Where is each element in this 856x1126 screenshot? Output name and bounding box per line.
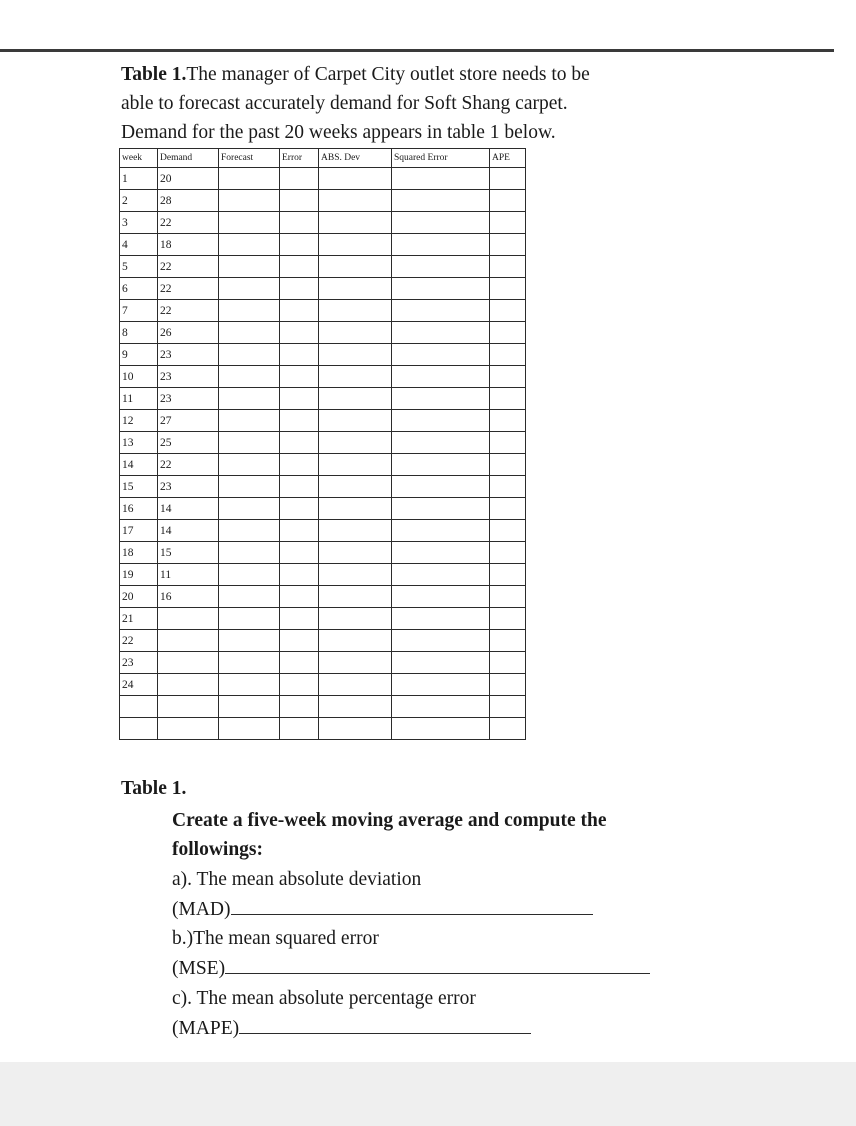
empty-cell[interactable] bbox=[319, 410, 392, 432]
demand-cell: 16 bbox=[158, 586, 219, 608]
empty-cell[interactable] bbox=[392, 256, 490, 278]
empty-cell[interactable] bbox=[392, 520, 490, 542]
empty-cell[interactable] bbox=[280, 696, 319, 718]
empty-cell[interactable] bbox=[490, 586, 526, 608]
empty-cell[interactable] bbox=[219, 190, 280, 212]
table-row bbox=[120, 454, 526, 476]
week-cell: 15 bbox=[120, 476, 158, 498]
demand-cell: 23 bbox=[158, 366, 219, 388]
empty-cell[interactable] bbox=[219, 322, 280, 344]
table-row bbox=[120, 542, 526, 564]
empty-cell[interactable] bbox=[392, 300, 490, 322]
empty-cell[interactable] bbox=[490, 674, 526, 696]
empty-cell[interactable] bbox=[319, 520, 392, 542]
demand-cell: 23 bbox=[158, 344, 219, 366]
demand-table bbox=[119, 148, 526, 740]
empty-cell[interactable] bbox=[490, 168, 526, 190]
demand-cell: 22 bbox=[158, 300, 219, 322]
demand-cell: 26 bbox=[158, 322, 219, 344]
table-row bbox=[120, 322, 526, 344]
demand-cell: 11 bbox=[158, 564, 219, 586]
table-row bbox=[120, 256, 526, 278]
empty-cell[interactable] bbox=[392, 652, 490, 674]
week-cell: 24 bbox=[120, 674, 158, 696]
empty-cell[interactable] bbox=[219, 432, 280, 454]
empty-cell[interactable] bbox=[219, 652, 280, 674]
empty-cell[interactable] bbox=[392, 190, 490, 212]
empty-cell[interactable] bbox=[280, 674, 319, 696]
answer-line-b bbox=[172, 953, 772, 983]
empty-cell[interactable] bbox=[392, 476, 490, 498]
empty-cell[interactable] bbox=[280, 212, 319, 234]
table-row bbox=[120, 388, 526, 410]
empty-cell[interactable] bbox=[392, 498, 490, 520]
table-row bbox=[120, 476, 526, 498]
week-cell: 10 bbox=[120, 366, 158, 388]
empty-cell[interactable] bbox=[319, 498, 392, 520]
empty-cell[interactable] bbox=[490, 696, 526, 718]
empty-cell[interactable] bbox=[280, 256, 319, 278]
empty-cell[interactable] bbox=[219, 410, 280, 432]
empty-cell[interactable] bbox=[490, 608, 526, 630]
empty-cell[interactable] bbox=[490, 454, 526, 476]
week-cell bbox=[120, 696, 158, 718]
empty-cell[interactable] bbox=[319, 542, 392, 564]
empty-cell[interactable] bbox=[280, 322, 319, 344]
question-a-abbr: (MAD) bbox=[172, 898, 231, 920]
demand-cell bbox=[158, 608, 219, 630]
week-cell: 12 bbox=[120, 410, 158, 432]
demand-cell bbox=[158, 630, 219, 652]
week-cell: 4 bbox=[120, 234, 158, 256]
empty-cell[interactable] bbox=[392, 674, 490, 696]
empty-cell[interactable] bbox=[219, 696, 280, 718]
demand-cell: 20 bbox=[158, 168, 219, 190]
col-header-forecast: Forecast bbox=[219, 149, 280, 168]
empty-cell[interactable] bbox=[319, 476, 392, 498]
empty-cell[interactable] bbox=[319, 718, 392, 740]
empty-cell[interactable] bbox=[319, 168, 392, 190]
questions-block bbox=[172, 806, 772, 1043]
empty-cell[interactable] bbox=[280, 520, 319, 542]
empty-cell[interactable] bbox=[392, 630, 490, 652]
week-cell: 11 bbox=[120, 388, 158, 410]
empty-cell[interactable] bbox=[319, 608, 392, 630]
demand-cell bbox=[158, 718, 219, 740]
answer-blank-mad[interactable] bbox=[231, 894, 593, 915]
empty-cell[interactable] bbox=[219, 234, 280, 256]
intro-line-1 bbox=[121, 60, 761, 89]
week-cell bbox=[120, 718, 158, 740]
table-row bbox=[120, 498, 526, 520]
empty-cell[interactable] bbox=[392, 410, 490, 432]
empty-cell[interactable] bbox=[490, 432, 526, 454]
instruction-line-1: Create a five-week moving average and compute the bbox=[172, 810, 607, 831]
empty-cell[interactable] bbox=[319, 630, 392, 652]
empty-cell[interactable] bbox=[392, 168, 490, 190]
table-row bbox=[120, 432, 526, 454]
col-header-demand: Demand bbox=[158, 149, 219, 168]
empty-cell[interactable] bbox=[392, 696, 490, 718]
empty-cell[interactable] bbox=[392, 322, 490, 344]
intro-line-2: able to forecast accurately demand for Soft Shang carpet. bbox=[121, 93, 568, 114]
week-cell: 18 bbox=[120, 542, 158, 564]
table-header-row bbox=[120, 149, 526, 168]
empty-cell[interactable] bbox=[319, 212, 392, 234]
table-row bbox=[120, 366, 526, 388]
week-cell: 6 bbox=[120, 278, 158, 300]
empty-cell[interactable] bbox=[219, 344, 280, 366]
answer-blank-mse[interactable] bbox=[225, 953, 650, 974]
empty-cell[interactable] bbox=[490, 278, 526, 300]
empty-cell[interactable] bbox=[319, 432, 392, 454]
empty-cell[interactable] bbox=[392, 366, 490, 388]
empty-cell[interactable] bbox=[319, 300, 392, 322]
week-cell: 7 bbox=[120, 300, 158, 322]
table-row bbox=[120, 520, 526, 542]
empty-cell[interactable] bbox=[490, 718, 526, 740]
empty-cell[interactable] bbox=[392, 542, 490, 564]
empty-cell[interactable] bbox=[219, 212, 280, 234]
question-b-abbr: (MSE) bbox=[172, 958, 226, 980]
question-c: c). The mean absolute percentage error bbox=[172, 987, 476, 1009]
week-cell: 22 bbox=[120, 630, 158, 652]
empty-cell[interactable] bbox=[219, 388, 280, 410]
empty-cell[interactable] bbox=[490, 256, 526, 278]
empty-cell[interactable] bbox=[280, 190, 319, 212]
empty-cell[interactable] bbox=[319, 674, 392, 696]
empty-cell[interactable] bbox=[490, 564, 526, 586]
table-row bbox=[120, 674, 526, 696]
empty-cell[interactable] bbox=[219, 278, 280, 300]
empty-cell[interactable] bbox=[280, 586, 319, 608]
empty-cell[interactable] bbox=[280, 410, 319, 432]
week-cell: 21 bbox=[120, 608, 158, 630]
empty-cell[interactable] bbox=[392, 608, 490, 630]
table-row bbox=[120, 696, 526, 718]
empty-cell[interactable] bbox=[280, 564, 319, 586]
week-cell: 9 bbox=[120, 344, 158, 366]
question-c-abbr: (MAPE) bbox=[172, 1018, 240, 1040]
empty-cell[interactable] bbox=[490, 366, 526, 388]
empty-cell[interactable] bbox=[280, 476, 319, 498]
empty-cell[interactable] bbox=[219, 718, 280, 740]
empty-cell[interactable] bbox=[392, 718, 490, 740]
table-row bbox=[120, 344, 526, 366]
week-cell: 1 bbox=[120, 168, 158, 190]
empty-cell[interactable] bbox=[219, 586, 280, 608]
demand-cell bbox=[158, 652, 219, 674]
week-cell: 17 bbox=[120, 520, 158, 542]
empty-cell[interactable] bbox=[280, 344, 319, 366]
intro-text-1: The manager of Carpet City outlet store needs to be bbox=[186, 64, 590, 85]
col-header-error: Error bbox=[280, 149, 319, 168]
table-row bbox=[120, 630, 526, 652]
demand-cell: 22 bbox=[158, 278, 219, 300]
empty-cell[interactable] bbox=[219, 608, 280, 630]
empty-cell[interactable] bbox=[219, 564, 280, 586]
empty-cell[interactable] bbox=[219, 520, 280, 542]
empty-cell[interactable] bbox=[280, 300, 319, 322]
empty-cell[interactable] bbox=[490, 498, 526, 520]
table-body bbox=[120, 168, 526, 740]
empty-cell[interactable] bbox=[392, 212, 490, 234]
empty-cell[interactable] bbox=[280, 454, 319, 476]
empty-cell[interactable] bbox=[319, 586, 392, 608]
empty-cell[interactable] bbox=[490, 212, 526, 234]
table-row bbox=[120, 586, 526, 608]
week-cell: 20 bbox=[120, 586, 158, 608]
empty-cell[interactable] bbox=[490, 542, 526, 564]
empty-cell[interactable] bbox=[280, 278, 319, 300]
week-cell: 16 bbox=[120, 498, 158, 520]
demand-cell: 23 bbox=[158, 388, 219, 410]
empty-cell[interactable] bbox=[490, 520, 526, 542]
empty-cell[interactable] bbox=[319, 652, 392, 674]
empty-cell[interactable] bbox=[392, 234, 490, 256]
empty-cell[interactable] bbox=[490, 410, 526, 432]
demand-cell: 15 bbox=[158, 542, 219, 564]
empty-cell[interactable] bbox=[319, 278, 392, 300]
table-row bbox=[120, 410, 526, 432]
empty-cell[interactable] bbox=[280, 498, 319, 520]
week-cell: 2 bbox=[120, 190, 158, 212]
empty-cell[interactable] bbox=[219, 256, 280, 278]
week-cell: 13 bbox=[120, 432, 158, 454]
empty-cell[interactable] bbox=[392, 344, 490, 366]
week-cell: 8 bbox=[120, 322, 158, 344]
week-cell: 3 bbox=[120, 212, 158, 234]
empty-cell[interactable] bbox=[490, 652, 526, 674]
table-row bbox=[120, 564, 526, 586]
table-row bbox=[120, 234, 526, 256]
table-row bbox=[120, 300, 526, 322]
answer-line-c bbox=[172, 1013, 772, 1043]
empty-cell[interactable] bbox=[490, 388, 526, 410]
empty-cell[interactable] bbox=[280, 432, 319, 454]
empty-cell[interactable] bbox=[219, 168, 280, 190]
col-header-ape: APE bbox=[490, 149, 526, 168]
empty-cell[interactable] bbox=[319, 322, 392, 344]
empty-cell[interactable] bbox=[319, 344, 392, 366]
empty-cell[interactable] bbox=[219, 454, 280, 476]
table-row bbox=[120, 168, 526, 190]
empty-cell[interactable] bbox=[219, 300, 280, 322]
intro-table-label: Table 1. bbox=[121, 64, 187, 85]
col-header-squared-error: Squared Error bbox=[392, 149, 490, 168]
empty-cell[interactable] bbox=[392, 278, 490, 300]
demand-cell: 28 bbox=[158, 190, 219, 212]
empty-cell[interactable] bbox=[219, 674, 280, 696]
empty-cell[interactable] bbox=[280, 652, 319, 674]
empty-cell[interactable] bbox=[490, 344, 526, 366]
demand-cell: 27 bbox=[158, 410, 219, 432]
empty-cell[interactable] bbox=[219, 476, 280, 498]
table-row bbox=[120, 608, 526, 630]
col-header-abs-dev: ABS. Dev bbox=[319, 149, 392, 168]
empty-cell[interactable] bbox=[319, 388, 392, 410]
empty-cell[interactable] bbox=[319, 564, 392, 586]
empty-cell[interactable] bbox=[392, 454, 490, 476]
empty-cell[interactable] bbox=[319, 234, 392, 256]
demand-cell: 18 bbox=[158, 234, 219, 256]
empty-cell[interactable] bbox=[219, 366, 280, 388]
demand-cell: 22 bbox=[158, 212, 219, 234]
week-cell: 5 bbox=[120, 256, 158, 278]
empty-cell[interactable] bbox=[490, 190, 526, 212]
intro-paragraph bbox=[121, 60, 761, 147]
demand-cell bbox=[158, 674, 219, 696]
empty-cell[interactable] bbox=[490, 300, 526, 322]
empty-cell[interactable] bbox=[490, 322, 526, 344]
empty-cell[interactable] bbox=[392, 388, 490, 410]
bottom-band bbox=[0, 1062, 856, 1126]
demand-cell: 14 bbox=[158, 498, 219, 520]
empty-cell[interactable] bbox=[392, 564, 490, 586]
table-row bbox=[120, 718, 526, 740]
empty-cell[interactable] bbox=[280, 718, 319, 740]
empty-cell[interactable] bbox=[490, 234, 526, 256]
instruction-line-2: followings: bbox=[172, 839, 264, 861]
empty-cell[interactable] bbox=[280, 542, 319, 564]
empty-cell[interactable] bbox=[319, 190, 392, 212]
empty-cell[interactable] bbox=[280, 168, 319, 190]
empty-cell[interactable] bbox=[219, 630, 280, 652]
empty-cell[interactable] bbox=[392, 432, 490, 454]
empty-cell[interactable] bbox=[219, 498, 280, 520]
empty-cell[interactable] bbox=[490, 630, 526, 652]
empty-cell[interactable] bbox=[280, 388, 319, 410]
intro-line-3: Demand for the past 20 weeks appears in table 1 below. bbox=[121, 122, 556, 143]
empty-cell[interactable] bbox=[280, 608, 319, 630]
demand-cell: 25 bbox=[158, 432, 219, 454]
empty-cell[interactable] bbox=[219, 542, 280, 564]
empty-cell[interactable] bbox=[490, 476, 526, 498]
demand-cell: 22 bbox=[158, 256, 219, 278]
col-header-week: week bbox=[120, 149, 158, 168]
empty-cell[interactable] bbox=[280, 234, 319, 256]
week-cell: 23 bbox=[120, 652, 158, 674]
empty-cell[interactable] bbox=[319, 696, 392, 718]
question-a: a). The mean absolute deviation bbox=[172, 868, 422, 890]
empty-cell[interactable] bbox=[319, 256, 392, 278]
empty-cell[interactable] bbox=[280, 630, 319, 652]
week-cell: 19 bbox=[120, 564, 158, 586]
demand-cell: 14 bbox=[158, 520, 219, 542]
empty-cell[interactable] bbox=[280, 366, 319, 388]
table-row bbox=[120, 190, 526, 212]
answer-line-a bbox=[172, 894, 772, 924]
empty-cell[interactable] bbox=[319, 366, 392, 388]
answer-blank-mape[interactable] bbox=[239, 1013, 531, 1034]
question-b: b.)The mean squared error bbox=[172, 928, 379, 950]
demand-cell: 22 bbox=[158, 454, 219, 476]
empty-cell[interactable] bbox=[319, 454, 392, 476]
table-row bbox=[120, 212, 526, 234]
week-cell: 14 bbox=[120, 454, 158, 476]
empty-cell[interactable] bbox=[392, 586, 490, 608]
top-rule bbox=[0, 49, 834, 52]
demand-cell bbox=[158, 696, 219, 718]
table-row bbox=[120, 652, 526, 674]
table-caption: Table 1. bbox=[121, 778, 187, 799]
demand-cell: 23 bbox=[158, 476, 219, 498]
table-row bbox=[120, 278, 526, 300]
